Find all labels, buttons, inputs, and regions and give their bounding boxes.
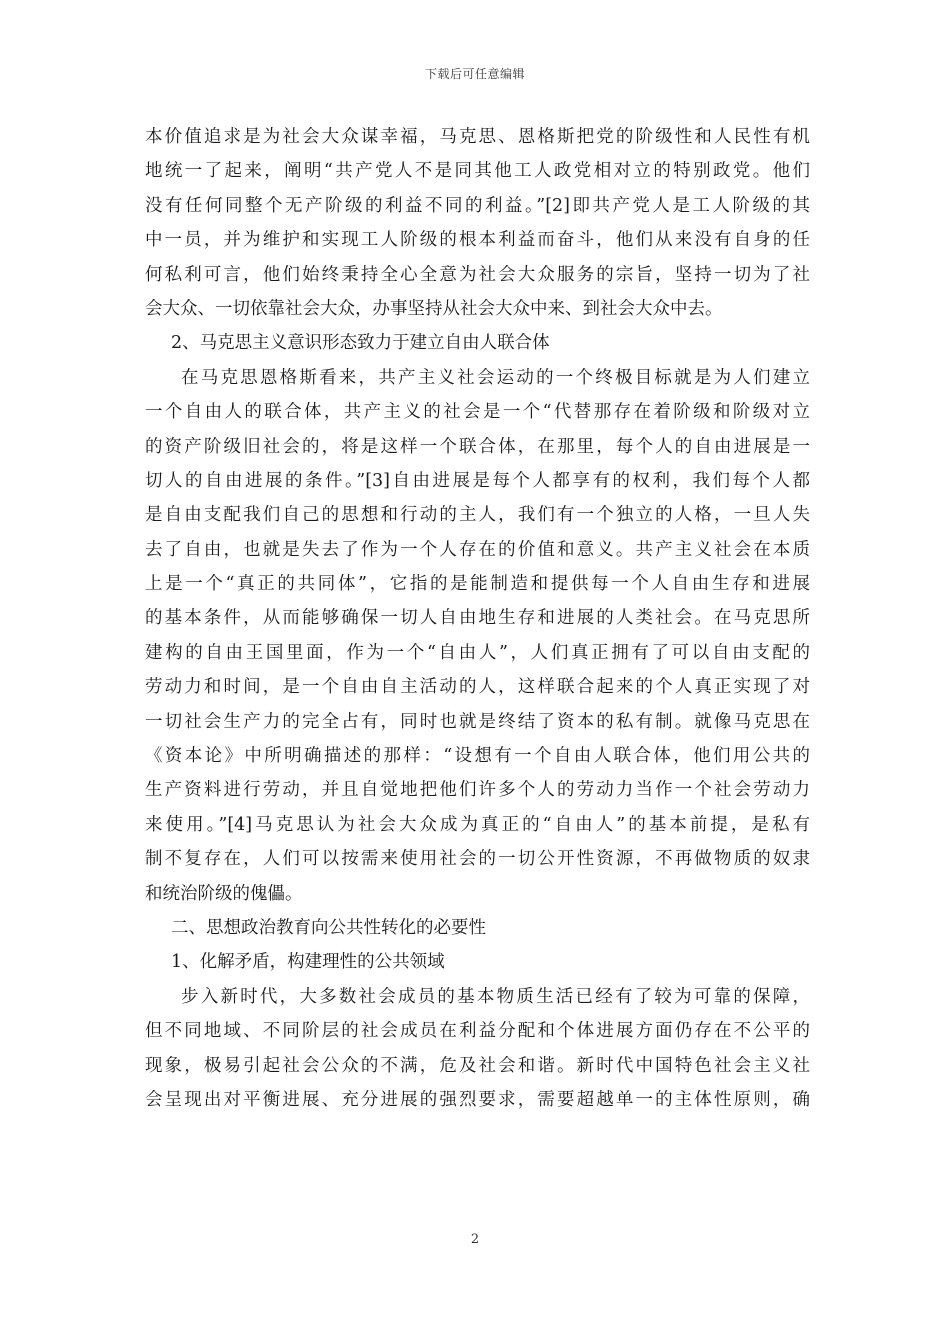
text-line: 制不复存在，人们可以按需来使用社会的一切公开性资源，不再做物质的奴隶 [145, 849, 810, 870]
page-number: 2 [470, 1232, 480, 1247]
text-line: 在马克思恩格斯看来，共产主义社会运动的一个终极目标就是为人们建立 [181, 367, 810, 388]
text-line: 去了自由，也就是失去了作为一个人存在的价值和意义。共产主义社会在本质 [145, 539, 810, 560]
text-line: 本价值追求是为社会大众谋幸福，马克思、恩格斯把党的阶级性和人民性有机 [145, 127, 810, 147]
text-line: 是自由支配我们自己的思想和行动的主人，我们有一个独立的人格，一旦人失 [145, 505, 810, 526]
text-line: 步入新时代，大多数社会成员的基本物质生活已经有了较为可靠的保障， [181, 986, 810, 1007]
text-line: 建构的自由王国里面，作为一个“自由人”，人们真正拥有了可以自由支配的 [145, 642, 810, 663]
text-line: 地统一了起来，阐明“共产党人不是同其他工人政党相对立的特别政党。他们 [145, 161, 810, 182]
text-line: 但不同地域、不同阶层的社会成员在利益分配和个体进展方面仍存在不公平的 [145, 1021, 810, 1042]
section-heading: 二、思想政治教育向公共性转化的必要性 [171, 917, 486, 938]
page-header: 下载后可任意编辑 [424, 67, 525, 81]
text-line: 现象，极易引起社会公众的不满，危及社会和谐。新时代中国特色社会主义社 [145, 1055, 810, 1076]
section-heading: 2、马克思主义意识形态致力于建立自由人联合体 [171, 333, 550, 354]
text-line: 何私利可言，他们始终秉持全心全意为社会大众服务的宗旨，坚持一切为了社 [145, 264, 810, 285]
text-line: 会大众、一切依靠社会大众，办事坚持从社会大众中来、到社会大众中去。 [145, 298, 723, 319]
text-line: 切人的自由进展的条件。”[3]自由进展是每个人都享有的权利，我们每个人都 [145, 470, 810, 491]
text-line: 和统治阶级的傀儡。 [145, 883, 303, 904]
text-line: 会呈现出对平衡进展、充分进展的强烈要求，需要超越单一的主体性原则，确 [145, 1089, 810, 1110]
text-line: 生产资料进行劳动，并且自觉地把他们许多个人的劳动力当作一个社会劳动力 [145, 780, 810, 801]
text-line: 来使用。”[4]马克思认为社会大众成为真正的“自由人”的基本前提，是私有 [145, 814, 810, 835]
text-line: 没有任何同整个无产阶级的利益不同的利益。”[2]即共产党人是工人阶级的其 [145, 195, 810, 216]
document-body [145, 120, 810, 1117]
text-line: 上是一个“真正的共同体”，它指的是能制造和提供每一个人自由生存和进展 [145, 574, 810, 595]
text-line: 一个自由人的联合体，共产主义的社会是一个“代替那存在着阶级和阶级对立 [145, 402, 810, 423]
text-line: 劳动力和时间，是一个自由自主活动的人，这样联合起来的个人真正实现了对 [145, 677, 810, 698]
section-heading: 1、化解矛盾，构建理性的公共领域 [171, 952, 445, 973]
text-line: 中一员，并为维护和实现工人阶级的根本利益而奋斗，他们从来没有自身的任 [145, 230, 810, 251]
text-line: 一切社会生产力的完全占有，同时也就是终结了资本的私有制。就像马克思在 [145, 711, 810, 732]
text-line: 《资本论》中所明确描述的那样：“设想有一个自由人联合体，他们用公共的 [145, 746, 810, 767]
text-line: 的资产阶级旧社会的，将是这样一个联合体，在那里，每个人的自由进展是一 [145, 436, 810, 457]
text-line: 的基本条件，从而能够确保一切人自由地生存和进展的人类社会。在马克思所 [145, 608, 810, 629]
